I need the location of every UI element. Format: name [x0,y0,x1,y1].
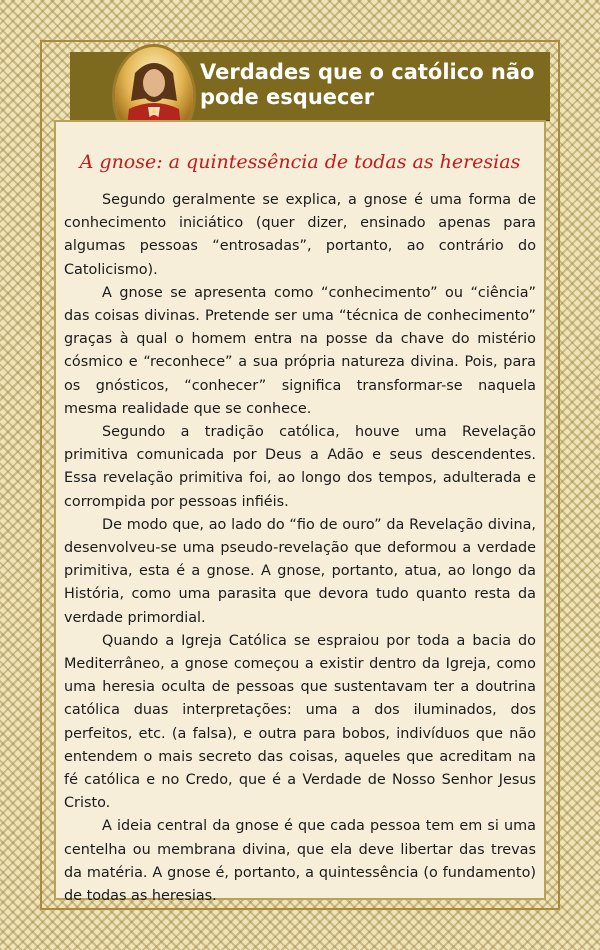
article-title: A gnose: a quintessência de todas as heresias [79,151,521,173]
paragraph: Segundo geralmente se explica, a gnose é uma forma de conhecimento iniciático (quer dizer, ensinado apenas para algumas pessoas “entrosadas”, portanto, ao contrário do Catolicismo). [64,192,536,278]
paragraph: Segundo a tradição católica, houve uma Revelação primitiva comunicada por Deus a Adão e seus descendentes. Essa revelação primitiva foi, ao longo dos tempos, adulterada e corrompida por pessoas infiéis. [64,424,536,510]
paragraph: A gnose se apresenta como “conhecimento” ou “ciência” das coisas divinas. Pretende ser uma “técnica de conhecimento” graças à qual o homem entra na posse da chave do mistério cósmico e “reconhece” a sua própria natureza divina. Pois, para os gnósticos, “conhecer” significa transformar-se naquela mesma realidade que se conhece. [64,284,536,417]
paragraph: De modo que, ao lado do “fio de ouro” da Revelação divina, desenvolveu-se uma pseudo-revelação que deformou a verdade primitiva, esta é a gnose. A gnose, portanto, atua, ao longo da História, como uma parasita que devora tudo quanto resta da verdade primordial. [64,516,536,626]
paragraph: A ideia central da gnose é que cada pessoa tem em si uma centelha ou membrana divina, que ela deve libertar das trevas da matéria. A gnose é, portanto, a quintessência (o fundamento) de todas as heresias. [64,818,536,905]
paragraph: Quando a Igreja Católica se espraiou por toda a bacia do Mediterrâneo, a gnose começou a existir dentro da Igreja, como uma heresia oculta de pessoas que sustentavam ter a doutrina católica duas interpretações: uma a dos iluminados, dos perfeitos, etc. (a falsa), e outra para bobos, indivíduos que não entendem o mais secreto das coisas, aqueles que acreditam na fé católica e no Credo, que é a Verdade de Nosso Senhor Jesus Cristo. [64,632,536,812]
header-title: Verdades que o católico não pode esquecer [200,60,535,109]
article-body [64,189,536,908]
